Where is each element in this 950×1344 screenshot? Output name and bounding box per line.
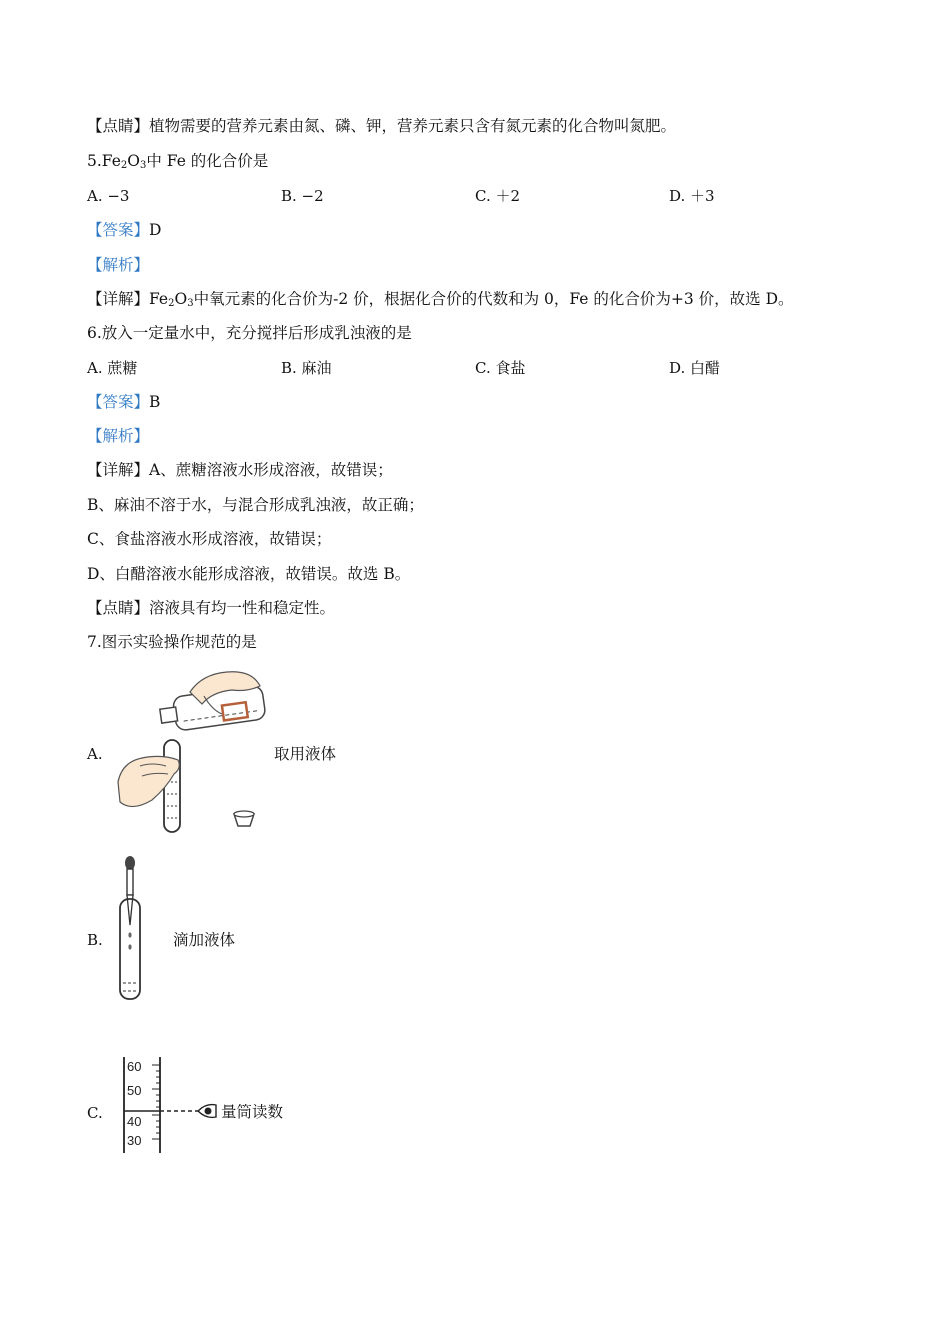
q6-detail: 【详解】A、蔗糖溶液水形成溶液，故错误；	[87, 461, 393, 479]
pouring-liquid-figure	[112, 662, 272, 837]
tip-tag: 【点睛】	[87, 599, 150, 617]
answer-tag: 【答案】	[87, 393, 150, 411]
tick-label-50: 50	[127, 1083, 142, 1098]
q5-stem: $5.Fe_2O_3$中 Fe 的化合价是	[87, 152, 269, 171]
answer-value: D	[149, 221, 162, 239]
q6-tip	[87, 598, 335, 618]
graduated-cylinder-figure	[118, 1053, 222, 1157]
question-number: 5.	[87, 152, 102, 170]
q6-analysis-tag: 【解析】	[87, 427, 150, 445]
q5-option-c: C. ＋2	[475, 187, 521, 205]
tick-label-30: 30	[127, 1133, 142, 1148]
q7-option-b-letter: B.	[87, 931, 103, 949]
detail-tag: 【详解】	[87, 461, 150, 479]
q5-detail: 【详解】$Fe_2O_3$中氧元素的化合价为-2 价，根据化合价的代数和为 0，Fe 的化合价为+3 价，故选 D。	[87, 290, 794, 309]
eye-icon	[198, 1105, 216, 1118]
q7-option-a-caption: 取用液体	[274, 745, 337, 763]
q7-option-c-caption: 量筒读数	[221, 1103, 284, 1121]
tip-text: 溶液具有均一性和稳定性。	[149, 599, 336, 617]
dropper-figure	[112, 853, 152, 1003]
q5-option-a: A. −3	[87, 187, 130, 205]
q7-stem: 7.图示实验操作规范的是	[87, 633, 257, 651]
q6-stem: 6.放入一定量水中，充分搅拌后形成乳浊液的是	[87, 324, 412, 342]
q6-answer	[87, 392, 160, 412]
tick-label-40: 40	[127, 1114, 142, 1129]
tick-label-60: 60	[127, 1059, 142, 1074]
answer-value: B	[149, 393, 161, 411]
dropper-bulb	[125, 856, 135, 870]
q7-option-b-caption: 滴加液体	[173, 931, 236, 949]
q6-option-d: D. 白醋	[669, 359, 721, 377]
q6-option-b: B. 麻油	[281, 359, 332, 377]
answer-tag: 【答案】	[87, 221, 150, 239]
q5-analysis-tag: 【解析】	[87, 256, 150, 274]
q7-option-a-letter: A.	[87, 745, 103, 763]
q5-option-d: D. ＋3	[669, 187, 715, 205]
q6-detail-line-b: B、麻油不溶于水，与混合形成乳浊液，故正确；	[87, 496, 424, 514]
q7-option-c-letter: C.	[87, 1104, 103, 1122]
q4-tip	[87, 116, 676, 136]
q6-option-c: C. 食盐	[475, 359, 526, 377]
q6-option-a: A. 蔗糖	[87, 359, 138, 377]
tip-text: 植物需要的营养元素由氮、磷、钾，营养元素只含有氮元素的化合物叫氮肥。	[149, 117, 677, 135]
q6-detail-line-d: D、白醋溶液水能形成溶液，故错误。故选 B。	[87, 565, 411, 583]
q5-option-b: B. −2	[281, 187, 324, 205]
tip-tag: 【点睛】	[87, 117, 150, 135]
q5-answer	[87, 220, 161, 240]
q6-detail-line-c: C、食盐溶液水形成溶液，故错误；	[87, 530, 332, 548]
detail-tag: 【详解】	[87, 290, 150, 308]
